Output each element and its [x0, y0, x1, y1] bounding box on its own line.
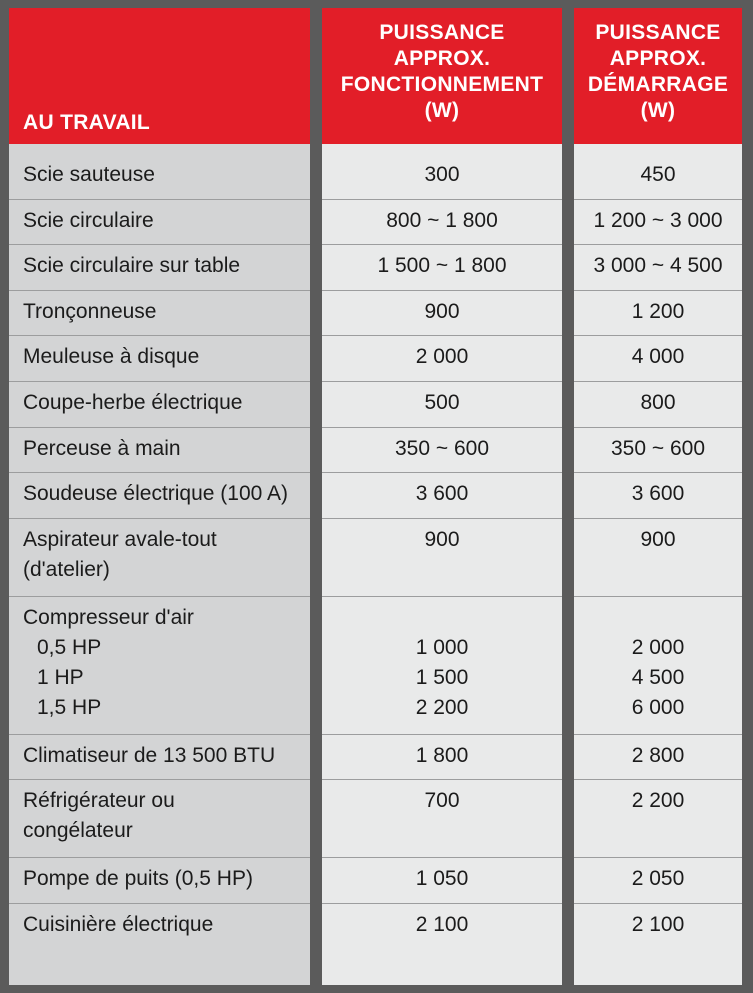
header-equipment-label: AU TRAVAIL — [23, 111, 151, 134]
equipment-label: Scie circulaire sur table — [23, 254, 241, 278]
equipment-label: Pompe de puits (0,5 HP) — [23, 867, 253, 891]
table-row — [322, 597, 562, 735]
column-equipment — [9, 8, 310, 985]
table-row — [322, 154, 562, 200]
table-row — [322, 858, 562, 904]
table-row — [322, 519, 562, 597]
table-row — [322, 245, 562, 291]
table-row — [574, 245, 742, 291]
table-row — [9, 597, 310, 735]
running-power-value: 3 600 — [415, 482, 469, 506]
running-power-value: 800 ~ 1 800 — [386, 208, 498, 232]
value-spacer — [574, 603, 742, 633]
table-row — [322, 428, 562, 474]
equipment-label: Soudeuse électrique (100 A) — [23, 482, 289, 506]
table-row — [9, 904, 310, 984]
table-row — [322, 382, 562, 428]
starting-power-value: 900 — [640, 527, 676, 551]
running-power-value: 1 050 — [415, 867, 469, 891]
equipment-label: Cuisinière électrique — [23, 912, 214, 936]
equipment-sub-label: 0,5 HP — [37, 635, 102, 659]
starting-power-value: 4 500 — [631, 665, 685, 689]
table-row — [9, 428, 310, 474]
table-row — [574, 780, 742, 858]
running-power-value: 1 800 — [415, 743, 469, 767]
column-running-power — [322, 8, 562, 985]
value-spacer — [322, 603, 562, 633]
starting-power-value: 1 200 — [631, 299, 685, 323]
table-row — [574, 597, 742, 735]
table-row — [9, 780, 310, 858]
table-row — [574, 473, 742, 519]
starting-power-value: 2 200 — [631, 789, 685, 813]
table-row — [322, 780, 562, 858]
running-power-value: 700 — [424, 789, 460, 813]
running-power-value: 2 100 — [415, 912, 469, 936]
table-row — [322, 473, 562, 519]
starting-power-value: 2 050 — [631, 867, 685, 891]
table-row — [9, 154, 310, 200]
table-row — [574, 519, 742, 597]
table-row — [574, 858, 742, 904]
equipment-label: Perceuse à main — [23, 436, 181, 460]
table-row — [9, 735, 310, 781]
running-power-value: 2 000 — [415, 345, 469, 369]
starting-power-value: 800 — [640, 390, 676, 414]
equipment-rows — [9, 154, 310, 984]
starting-power-value: 450 — [640, 163, 676, 186]
table-row — [322, 735, 562, 781]
equipment-label: (d'atelier) — [23, 557, 110, 581]
running-power-value: 2 200 — [415, 695, 469, 719]
equipment-label: Climatiseur de 13 500 BTU — [23, 743, 276, 767]
table-row — [574, 904, 742, 984]
table-row — [9, 858, 310, 904]
table-row — [9, 519, 310, 597]
equipment-label: Scie sauteuse — [23, 163, 155, 186]
table-row — [574, 154, 742, 200]
running-power-value: 300 — [424, 163, 460, 186]
starting-power-value: 2 000 — [631, 635, 685, 659]
equipment-label: Compresseur d'air — [23, 605, 194, 629]
table-row — [9, 336, 310, 382]
equipment-label: Tronçonneuse — [23, 299, 157, 323]
running-power-value: 1 500 — [415, 665, 469, 689]
header-equipment — [9, 8, 310, 144]
starting-power-value: 6 000 — [631, 695, 685, 719]
starting-power-value: 1 200 ~ 3 000 — [593, 208, 723, 232]
table-row — [574, 382, 742, 428]
running-rows — [322, 154, 562, 984]
starting-power-value: 4 000 — [631, 345, 685, 369]
starting-power-value: 3 000 ~ 4 500 — [593, 254, 723, 278]
starting-power-value: 2 800 — [631, 743, 685, 767]
table-row — [9, 291, 310, 337]
running-power-value: 900 — [424, 299, 460, 323]
table-row — [9, 245, 310, 291]
table-row — [322, 291, 562, 337]
equipment-label: Scie circulaire — [23, 208, 154, 232]
table-row — [574, 291, 742, 337]
column-starting-power — [574, 8, 742, 985]
starting-power-value: 350 ~ 600 — [610, 436, 705, 460]
header-starting-power: PUISSANCE APPROX. DÉMARRAGE (W) — [574, 8, 742, 144]
table-row — [9, 473, 310, 519]
table-row — [9, 200, 310, 246]
equipment-sub-label: 1 HP — [37, 665, 84, 689]
equipment-label: Coupe-herbe électrique — [23, 390, 243, 414]
running-power-value: 1 500 ~ 1 800 — [377, 254, 507, 278]
header-running-power: PUISSANCE APPROX. FONCTIONNEMENT (W) — [322, 8, 562, 144]
running-power-value: 350 ~ 600 — [394, 436, 489, 460]
table-row — [574, 200, 742, 246]
equipment-label: Aspirateur avale-tout — [23, 527, 217, 551]
equipment-label: Meuleuse à disque — [23, 345, 200, 369]
table-row — [574, 428, 742, 474]
table-row — [322, 200, 562, 246]
equipment-label: congélateur — [23, 819, 133, 843]
table-row — [574, 336, 742, 382]
starting-power-value: 3 600 — [631, 482, 685, 506]
starting-rows — [574, 154, 742, 984]
table-row — [322, 904, 562, 984]
running-power-value: 900 — [424, 527, 460, 551]
table-row — [322, 336, 562, 382]
equipment-sub-label: 1,5 HP — [37, 695, 102, 719]
table-row — [574, 735, 742, 781]
running-power-value: 1 000 — [415, 635, 469, 659]
equipment-label: Réfrigérateur ou — [23, 789, 175, 813]
starting-power-value: 2 100 — [631, 912, 685, 936]
running-power-value: 500 — [424, 390, 460, 414]
table-row — [9, 382, 310, 428]
